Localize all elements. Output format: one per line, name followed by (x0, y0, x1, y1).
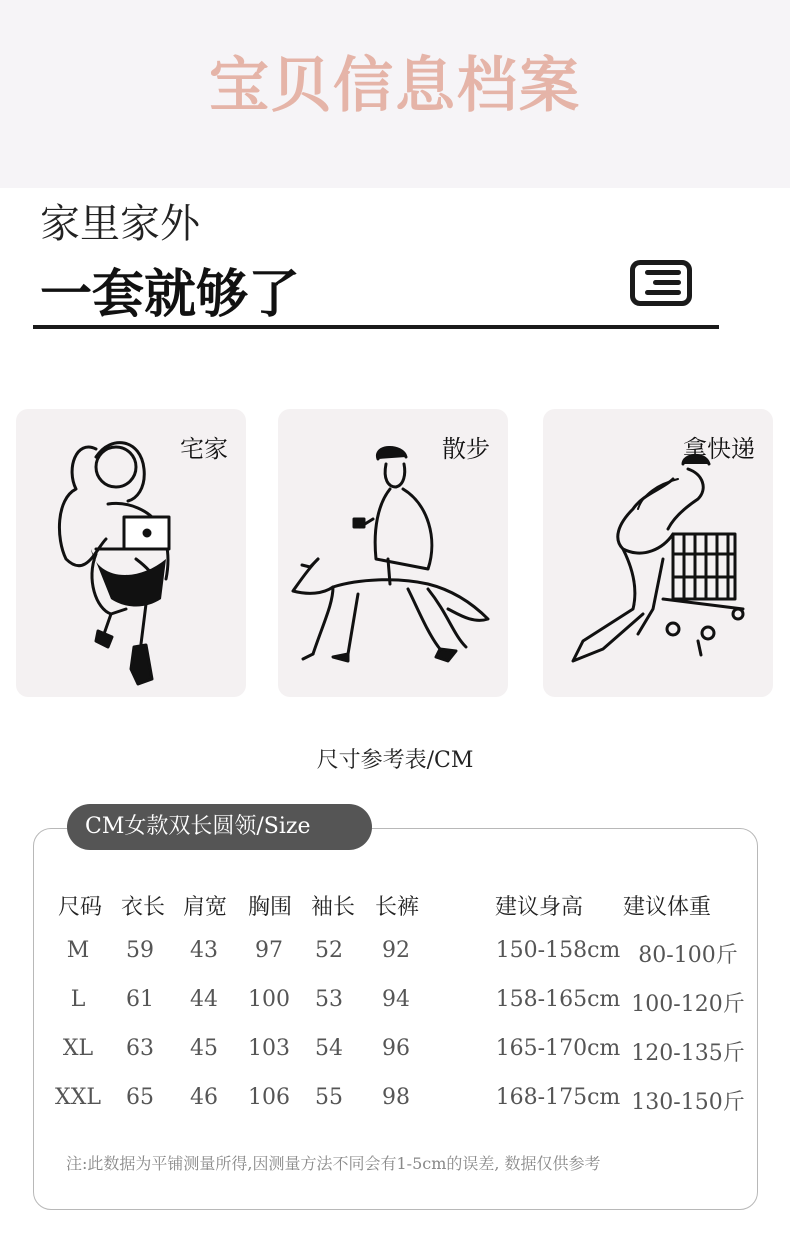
table-cell: 59 (126, 938, 154, 963)
table-cell: 52 (315, 938, 343, 963)
table-cell: XXL (55, 1085, 101, 1110)
page-title: 宝贝信息档案 (209, 51, 581, 121)
table-header-cell: 建议身高 (494, 895, 583, 920)
table-cell: 43 (190, 938, 218, 963)
table-cell: 63 (126, 1036, 154, 1061)
table-cell: 80-100斤 (638, 943, 738, 968)
table-cell: 106 (248, 1085, 290, 1110)
table-cell: 53 (315, 987, 343, 1012)
table-cell: 65 (126, 1085, 154, 1110)
slogan-line-1: 家里家外 (40, 201, 200, 247)
table-header-cell: 长裤 (374, 895, 419, 920)
table-header-cell: 袖长 (310, 895, 355, 920)
table-cell: XL (62, 1036, 94, 1061)
table-cell: 46 (190, 1085, 218, 1110)
table-header-cell: 衣长 (120, 895, 165, 920)
slogan-line-2: 一套就够了 (40, 265, 301, 325)
table-cell: 103 (248, 1036, 290, 1061)
scene-card-home (16, 409, 246, 697)
scene-label-walk: 散步 (442, 435, 490, 463)
table-cell: 45 (190, 1036, 218, 1061)
three-badge-icon (630, 260, 692, 306)
table-cell: 96 (382, 1036, 410, 1061)
table-cell: 61 (126, 987, 154, 1012)
table-cell: 98 (382, 1085, 410, 1110)
scene-label-delivery: 拿快递 (683, 435, 755, 463)
table-cell: 130-150斤 (631, 1090, 745, 1115)
table-header-cell: 胸围 (247, 895, 292, 920)
table-cell: 94 (382, 987, 410, 1012)
scene-card-delivery (543, 409, 773, 697)
scene-label-home: 宅家 (180, 435, 228, 463)
table-cell: 92 (382, 938, 410, 963)
table-cell: 54 (315, 1036, 343, 1061)
size-table-caption: 尺寸参考表/CM (316, 748, 474, 773)
scene-card-walk (278, 409, 508, 697)
slogan-divider (33, 325, 719, 329)
table-cell: 165-170cm (495, 1036, 621, 1061)
table-cell: 55 (315, 1085, 343, 1110)
table-cell: L (70, 987, 86, 1012)
table-header-cell: 尺码 (57, 895, 102, 920)
table-cell: 100 (248, 987, 290, 1012)
header-band (0, 0, 790, 188)
table-cell: M (66, 938, 90, 963)
measurement-footnote: 注:此数据为平铺测量所得,因测量方法不同会有1-5cm的误差, 数据仅供参考 (66, 1154, 601, 1173)
table-cell: 44 (190, 987, 218, 1012)
size-table-pill: CM女款双长圆领/Size (67, 804, 372, 850)
table-header-cell: 建议体重 (622, 895, 711, 920)
table-cell: 97 (255, 938, 283, 963)
table-cell: 158-165cm (495, 987, 621, 1012)
table-cell: 168-175cm (495, 1085, 621, 1110)
table-cell: 100-120斤 (631, 992, 745, 1017)
table-cell: 120-135斤 (631, 1041, 745, 1066)
table-header-cell: 肩宽 (182, 895, 227, 920)
table-cell: 150-158cm (495, 938, 621, 963)
